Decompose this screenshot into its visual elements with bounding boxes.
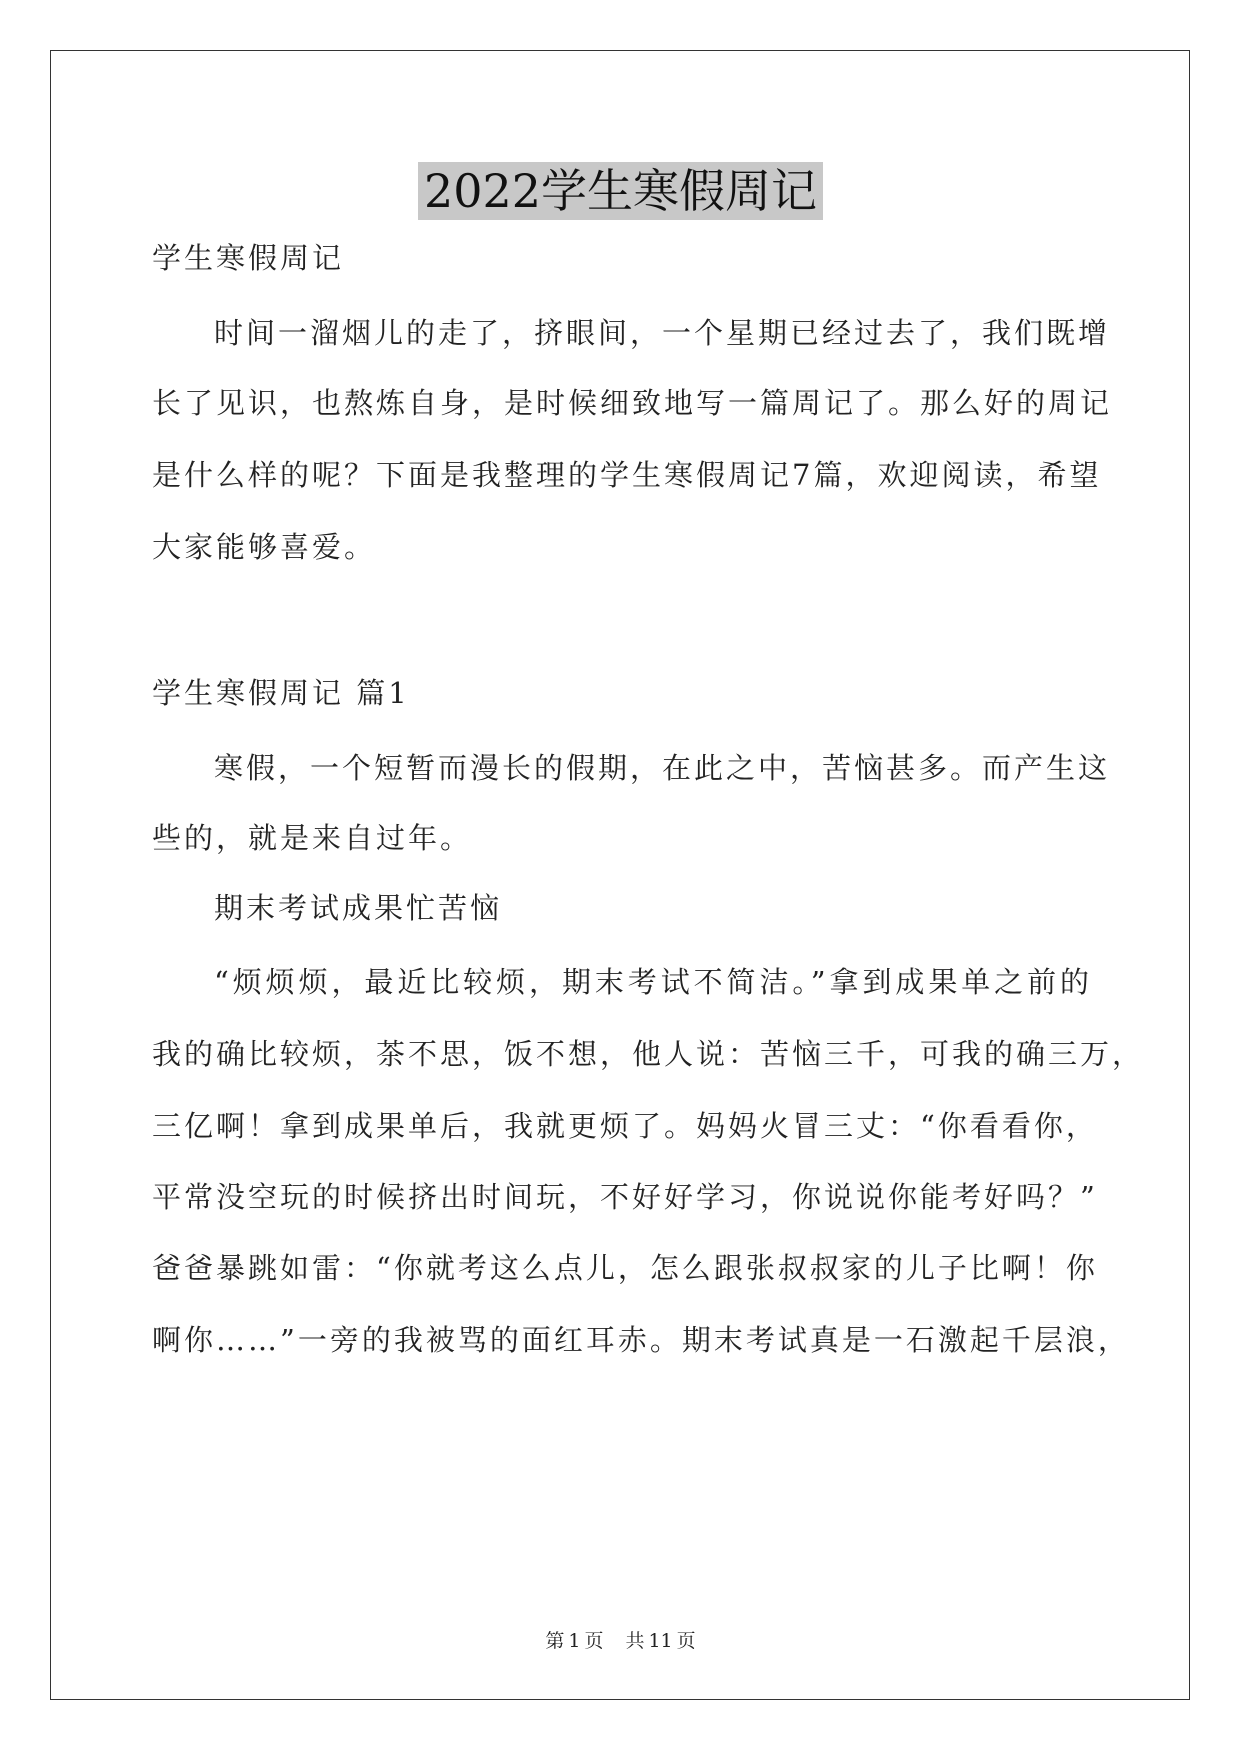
paragraph-line: 平常没空玩的时候挤出时间玩，不好好学习，你说说你能考好吗？” bbox=[152, 1180, 1098, 1214]
paragraph-line: 寒假，一个短暂而漫长的假期，在此之中，苦恼甚多。而产生这 bbox=[214, 751, 1111, 785]
document-title: 2022学生寒假周记 bbox=[418, 162, 823, 220]
paragraph-line: “烦烦烦，最近比较烦，期末考试不简洁。”拿到成果单之前的 bbox=[214, 965, 1092, 999]
paragraph-line: 啊你……”一旁的我被骂的面红耳赤。期末考试真是一石激起千层浪， bbox=[152, 1323, 1130, 1357]
paragraph-line: 大家能够喜爱。 bbox=[152, 530, 377, 564]
paragraph-line: 我的确比较烦，茶不思，饭不想，他人说：苦恼三千，可我的确三万， bbox=[152, 1037, 1145, 1071]
page-label-prefix: 第 bbox=[545, 1630, 565, 1652]
section-heading: 学生寒假周记 bbox=[152, 241, 345, 275]
page-total: 11 bbox=[648, 1630, 673, 1652]
document-title-wrap bbox=[0, 155, 1241, 221]
page-footer bbox=[0, 1626, 1241, 1653]
section-heading: 学生寒假周记 篇1 bbox=[152, 676, 410, 710]
paragraph-line: 时间一溜烟儿的走了，挤眼间，一个星期已经过去了，我们既增 bbox=[214, 316, 1111, 350]
paragraph-line: 三亿啊！拿到成果单后，我就更烦了。妈妈火冒三丈：“你看看你， bbox=[152, 1109, 1098, 1143]
page-current: 1 bbox=[568, 1630, 581, 1652]
paragraph-line: 些的，就是来自过年。 bbox=[152, 821, 473, 855]
subheading: 期末考试成果忙苦恼 bbox=[214, 891, 503, 925]
page-label-suffix: 页 bbox=[584, 1630, 604, 1652]
paragraph-line: 爸爸暴跳如雷：“你就考这么点儿，怎么跟张叔叔家的儿子比啊！你 bbox=[152, 1251, 1098, 1285]
paragraph-line: 长了见识，也熬炼自身，是时候细致地写一篇周记了。那么好的周记 bbox=[152, 386, 1113, 420]
page-border bbox=[50, 50, 1190, 1700]
total-prefix: 共 bbox=[625, 1630, 645, 1652]
paragraph-line: 是什么样的呢？下面是我整理的学生寒假周记7篇，欢迎阅读，希望 bbox=[152, 458, 1102, 492]
total-suffix: 页 bbox=[676, 1630, 696, 1652]
